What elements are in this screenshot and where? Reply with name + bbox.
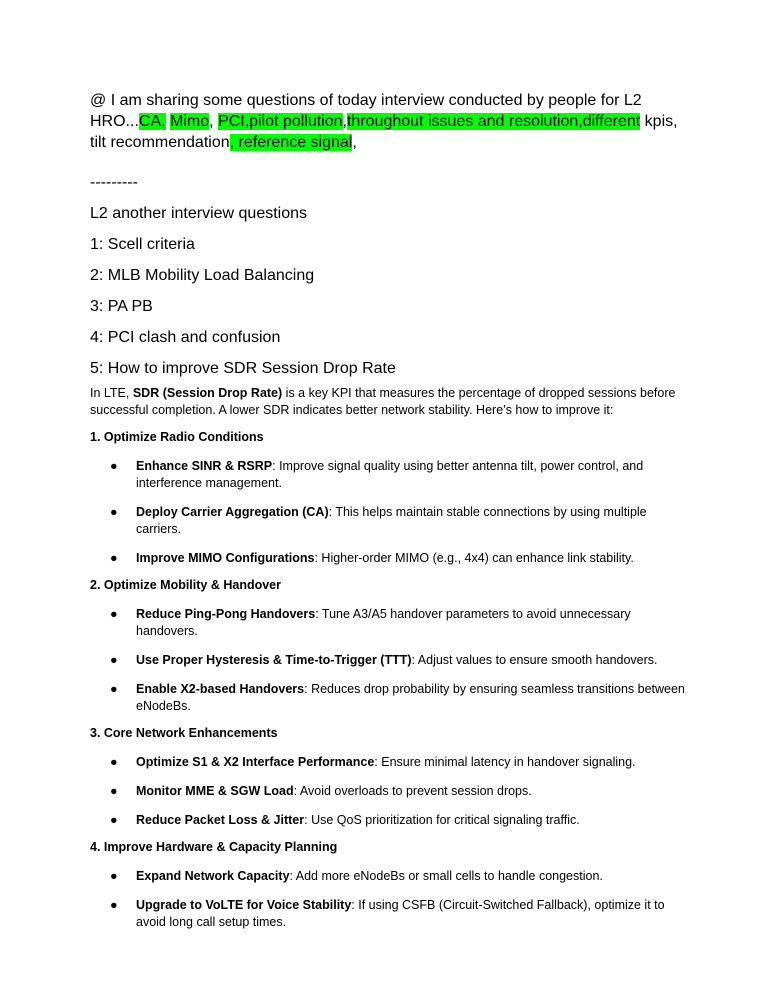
item-term: Enhance SINR & RSRP bbox=[136, 459, 273, 473]
list-item bbox=[110, 897, 690, 931]
list-item bbox=[110, 550, 690, 567]
item-text: : Adjust values to ensure smooth handovers. bbox=[411, 653, 658, 667]
sdr-text: In LTE, bbox=[90, 386, 133, 400]
intro-text: , bbox=[342, 113, 347, 130]
highlight-pci: PCI,pilot pollution bbox=[218, 113, 343, 130]
list-item bbox=[110, 458, 690, 492]
intro-text: kpis, tilt recommendation bbox=[90, 113, 678, 151]
item-term: Expand Network Capacity bbox=[136, 869, 290, 883]
sdr-term: SDR (Session Drop Rate) bbox=[132, 386, 283, 400]
highlight-reference-signal: , reference signal bbox=[229, 134, 353, 151]
item-term: Use Proper Hysteresis & Time-to-Trigger (TTT) bbox=[136, 653, 412, 667]
list-item bbox=[110, 652, 690, 669]
item-term: Enable X2-based Handovers bbox=[136, 682, 305, 696]
questions-heading: L2 another interview questions bbox=[90, 205, 308, 222]
bullet-icon: ● bbox=[110, 653, 118, 667]
item-term: Improve MIMO Configurations bbox=[136, 551, 315, 565]
bullet-icon: ● bbox=[110, 459, 118, 473]
item-text: : Higher-order MIMO (e.g., 4x4) can enhance link stability. bbox=[314, 551, 634, 565]
sdr-text: is a key KPI that measures the percentage of dropped sessions before successful completion. A lower SDR indicates better network stability. Here’s how to improve it: bbox=[90, 386, 676, 417]
intro-text: @ I am sharing some questions of today interview conducted by people for L2 HRO... bbox=[90, 92, 642, 130]
divider-dashes: --------- bbox=[90, 174, 138, 191]
item-term: Optimize S1 & X2 Interface Performance bbox=[136, 755, 375, 769]
item-text: : Ensure minimal latency in handover signaling. bbox=[374, 755, 636, 769]
item-term: Deploy Carrier Aggregation (CA) bbox=[136, 505, 329, 519]
item-text: : Improve signal quality using better antenna tilt, power control, and interference management. bbox=[136, 459, 644, 490]
highlight-mimo: Mimo bbox=[170, 113, 210, 130]
highlight-ca: CA, bbox=[138, 113, 166, 130]
section-list bbox=[90, 458, 690, 567]
bullet-icon: ● bbox=[110, 755, 118, 769]
section-heading: 2. Optimize Mobility & Handover bbox=[90, 578, 281, 592]
bullet-icon: ● bbox=[110, 551, 118, 565]
list-item bbox=[110, 681, 690, 715]
bullet-icon: ● bbox=[110, 682, 118, 696]
bullet-icon: ● bbox=[110, 869, 118, 883]
intro-paragraph bbox=[90, 90, 690, 153]
item-term: Reduce Ping-Pong Handovers bbox=[136, 607, 316, 621]
bullet-icon: ● bbox=[110, 784, 118, 798]
list-item bbox=[110, 754, 690, 771]
question-item: 2: MLB Mobility Load Balancing bbox=[90, 267, 315, 284]
item-text: : If using CSFB (Circuit-Switched Fallback), optimize it to avoid long call setup times. bbox=[136, 898, 665, 929]
intro-text: , bbox=[209, 113, 219, 130]
item-text: : Use QoS prioritization for critical signaling traffic. bbox=[304, 813, 580, 827]
highlight-throughput: throughout issues and resolution,different bbox=[346, 113, 641, 130]
section-list bbox=[90, 868, 690, 931]
list-item bbox=[110, 606, 690, 640]
list-item bbox=[110, 504, 690, 538]
document-body bbox=[90, 90, 690, 931]
bullet-icon: ● bbox=[110, 813, 118, 827]
bullet-icon: ● bbox=[110, 505, 118, 519]
intro-text: , bbox=[352, 134, 357, 151]
item-term: Monitor MME & SGW Load bbox=[136, 784, 294, 798]
item-term: Upgrade to VoLTE for Voice Stability bbox=[136, 898, 352, 912]
question-item: 5: How to improve SDR Session Drop Rate bbox=[90, 360, 396, 377]
section-heading: 1. Optimize Radio Conditions bbox=[90, 430, 264, 444]
bullet-icon: ● bbox=[110, 607, 118, 621]
list-item bbox=[110, 812, 690, 829]
list-item bbox=[110, 868, 690, 885]
section-heading: 3. Core Network Enhancements bbox=[90, 726, 278, 740]
item-term: Reduce Packet Loss & Jitter bbox=[136, 813, 305, 827]
list-item bbox=[110, 783, 690, 800]
item-text: : This helps maintain stable connections by using multiple carriers. bbox=[136, 505, 647, 536]
section-list bbox=[90, 754, 690, 829]
item-text: : Tune A3/A5 handover parameters to avoid unnecessary handovers. bbox=[136, 607, 631, 638]
item-text: : Add more eNodeBs or small cells to handle congestion. bbox=[289, 869, 603, 883]
item-text: : Avoid overloads to prevent session drops. bbox=[293, 784, 532, 798]
section-list bbox=[90, 606, 690, 715]
question-item: 4: PCI clash and confusion bbox=[90, 329, 281, 346]
question-item: 1: Scell criteria bbox=[90, 236, 195, 253]
question-item: 3: PA PB bbox=[90, 298, 153, 315]
bullet-icon: ● bbox=[110, 898, 118, 912]
section-heading: 4. Improve Hardware & Capacity Planning bbox=[90, 840, 338, 854]
sdr-description bbox=[90, 385, 690, 419]
item-text: : Reduces drop probability by ensuring seamless transitions between eNodeBs. bbox=[136, 682, 685, 713]
